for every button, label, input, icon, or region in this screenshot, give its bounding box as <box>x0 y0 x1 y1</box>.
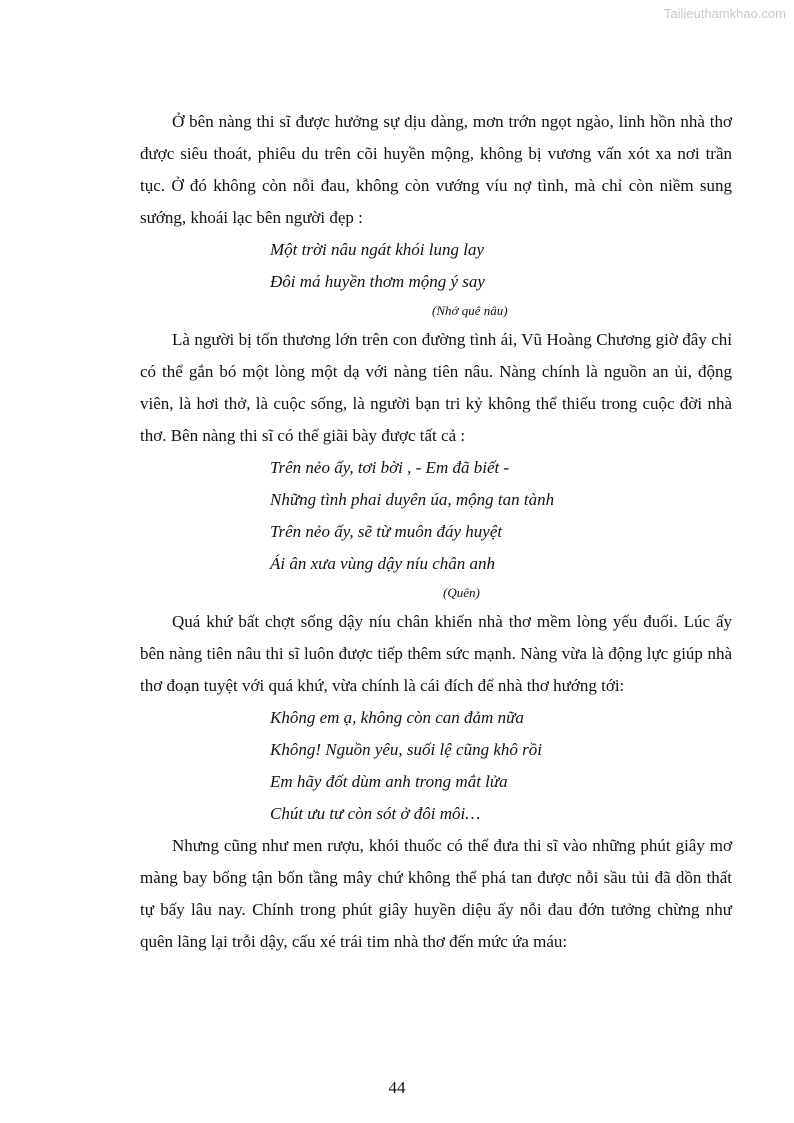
watermark: Tailieuthamkhao.com <box>663 6 786 21</box>
poem-excerpt-2 <box>140 452 732 580</box>
paragraph-2: Là người bị tổn thương lớn trên con đường tình ái, Vũ Hoàng Chương giờ đây chỉ có thể gắn bó một lòng một dạ với nàng tiên nâu. Nàng chính là nguồn an ủi, động viên, là hơi thở, là cuộc sống, là người bạn tri kỷ không thể thiếu trong cuộc đời nhà thơ. Bên nàng thi sĩ có thể giãi bày được tất cả : <box>140 330 732 445</box>
verse-line: Không! Nguồn yêu, suối lệ cũng khô rồi <box>270 740 542 759</box>
verse-line: Đôi má huyền thơm mộng ý say <box>270 272 485 291</box>
poem-source-1: (Nhớ quê nâu) <box>432 303 508 318</box>
verse-line: Trên nẻo ấy, sẽ từ muôn đáy huyệt <box>270 522 503 541</box>
page-number: 44 <box>388 1078 406 1097</box>
paragraph-1: Ở bên nàng thi sĩ được hưởng sự dịu dàng, mơn trớn ngọt ngào, linh hồn nhà thơ được siêu thoát, phiêu du trên cõi huyền mộng, không bị vương vấn xót xa nơi trần tục. Ở đó không còn nỗi đau, không còn vướng víu nợ tình, mà chỉ còn niềm sung sướng, khoái lạc bên người đẹp : <box>140 112 732 227</box>
paragraph-4: Nhưng cũng như men rượu, khói thuốc có thể đưa thi sĩ vào những phút giây mơ màng bay bổng tận bốn tầng mây chứ không thể phá tan được nỗi sầu tủi đã dồn thất tự bấy lâu nay. Chính trong phút giây huyền diệu ấy nỗi đau đớn tưởng chừng như quên lãng lại trỗi dậy, cấu xé trái tim nhà thơ đến mức ứa máu: <box>140 836 732 951</box>
paragraph-3: Quá khứ bất chợt sống dậy níu chân khiến nhà thơ mềm lòng yếu đuối. Lúc ấy bên nàng tiên nâu thi sĩ luôn được tiếp thêm sức mạnh. Nàng vừa là động lực giúp nhà thơ đoạn tuyệt với quá khứ, vừa chính là cái đích để nhà thơ hướng tới: <box>140 612 732 695</box>
document-body <box>140 106 732 958</box>
poem-excerpt-3 <box>140 702 732 830</box>
verse-line: Một trời nâu ngát khói lung lay <box>270 240 485 259</box>
verse-line: Chút ưu tư còn sót ở đôi môi… <box>270 804 481 823</box>
poem-excerpt-1 <box>140 234 732 298</box>
verse-line: Những tình phai duyên úa, mộng tan tành <box>270 490 555 509</box>
verse-line: Trên nẻo ấy, tơi bời , - Em đã biết - <box>270 458 510 477</box>
verse-line: Ái ân xưa vùng dậy níu chân anh <box>270 554 496 573</box>
verse-line: Không em ạ, không còn can đảm nữa <box>270 708 524 727</box>
poem-source-2: (Quên) <box>443 585 480 600</box>
verse-line: Em hãy đốt dùm anh trong mắt lửa <box>270 772 508 791</box>
